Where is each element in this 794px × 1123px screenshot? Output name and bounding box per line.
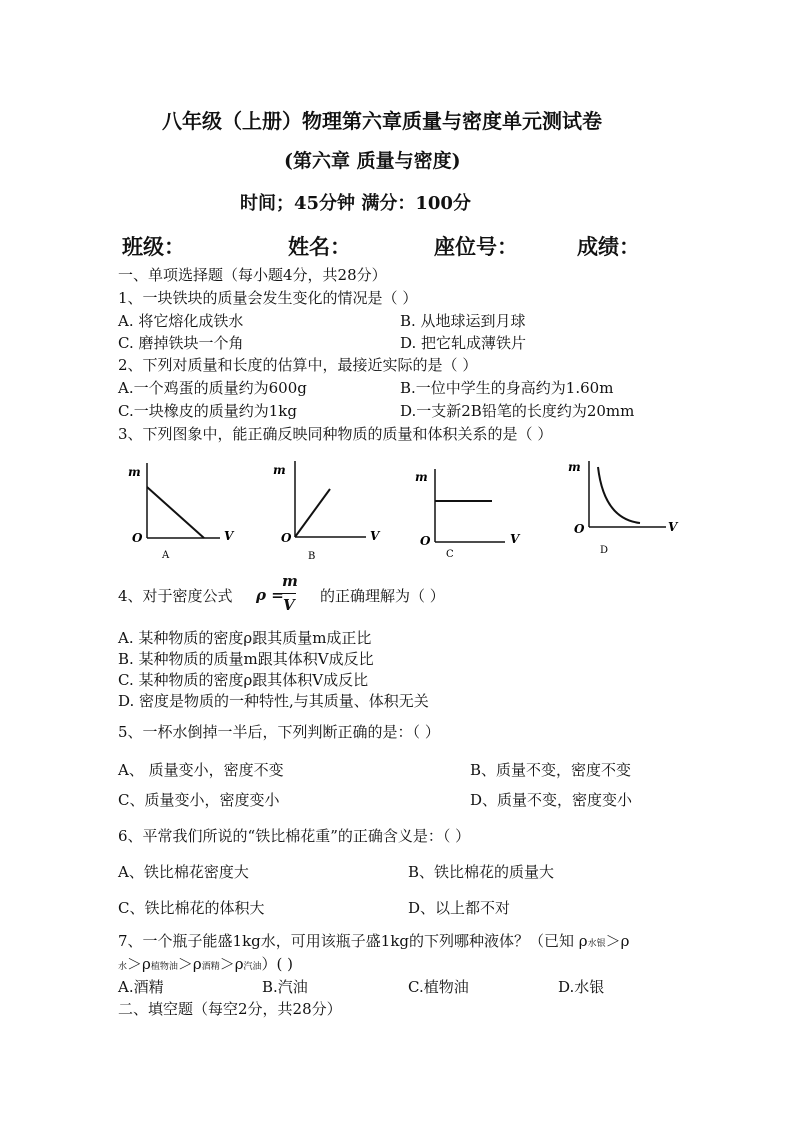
- class-field: 班级：: [122, 234, 185, 259]
- q1-option-c: C. 磨掉铁块一个角: [118, 334, 244, 352]
- q5-option-a: A、 质量变小，密度不变: [118, 761, 284, 779]
- graph-b: [273, 461, 381, 562]
- graph-b-m: m: [273, 463, 286, 477]
- graph-b-o: O: [281, 531, 292, 545]
- graph-d-m: m: [568, 460, 581, 474]
- q2-stem: 2、下列对质量和长度的估算中，最接近实际的是（ ）: [118, 356, 478, 374]
- q7-option-c: C.植物油: [408, 978, 469, 996]
- exam-title: 八年级（上册）物理第六章质量与密度单元测试卷: [162, 109, 602, 133]
- q6-option-b: B、铁比棉花的质量大: [408, 863, 555, 881]
- q6-stem: 6、平常我们所说的“铁比棉花重”的正确含义是：（ ）: [118, 827, 471, 845]
- q5-option-b: B、质量不变，密度不变: [470, 761, 632, 779]
- graph-a-m: m: [128, 465, 141, 479]
- q7-sub-alcohol: 酒精: [201, 962, 220, 972]
- q6-option-d: D、以上都不对: [408, 899, 511, 917]
- q2-option-a: A.一个鸡蛋的质量约为600g: [118, 379, 307, 397]
- q4-formula-lhs: ρ =: [256, 586, 284, 604]
- exam-subtitle: (第六章 质量与密度): [284, 150, 461, 172]
- graph-b-label: B: [308, 551, 316, 562]
- graph-b-v: V: [370, 529, 380, 543]
- q7-option-a: A.酒精: [118, 978, 164, 996]
- q4-option-c: C. 某种物质的密度ρ跟其体积V成反比: [118, 671, 369, 689]
- q4-formula-bar: [280, 593, 296, 594]
- q7-sub-water: 水: [118, 962, 128, 972]
- graph-d-v: V: [668, 520, 678, 534]
- q7-sub-mercury: 水银: [587, 939, 606, 949]
- q4-option-d: D. 密度是物质的一种特性,与其质量、体积无关: [118, 692, 429, 710]
- q7-line2: [118, 953, 293, 974]
- exam-time-info: 时间；45分钟 满分：100分: [240, 193, 471, 214]
- graph-d: [568, 460, 679, 556]
- seat-field: 座位号：: [434, 234, 518, 259]
- graph-a-o: O: [132, 531, 143, 545]
- graph-c-label: C: [446, 549, 454, 560]
- graph-c-v: V: [510, 532, 520, 546]
- q5-option-c: C、质量变小，密度变小: [118, 791, 280, 809]
- graph-d-o: O: [574, 522, 585, 536]
- graph-a: [128, 463, 235, 561]
- q5-option-d: D、质量不变，密度变小: [470, 791, 633, 809]
- q1-stem: 1、一块铁块的质量会发生变化的情况是（ ）: [118, 289, 418, 307]
- q7-gt2: ＞ρ: [177, 955, 202, 973]
- q7-sub-gasoline: 汽油: [243, 962, 262, 972]
- q7-option-d: D.水银: [558, 978, 605, 996]
- q3-stem: 3、下列图象中，能正确反映同种物质的质量和体积关系的是（ ）: [118, 425, 553, 443]
- q7-line2-tail: ）( ): [261, 955, 294, 973]
- q2-option-c: C.一块橡皮的质量约为1kg: [118, 402, 297, 420]
- q7-line1: [118, 930, 629, 951]
- graph-a-v: V: [224, 529, 234, 543]
- q7-option-b: B.汽油: [262, 978, 308, 996]
- q1-option-d: D. 把它轧成薄铁片: [400, 334, 527, 352]
- q7-line1-tail: ＞ρ: [605, 932, 630, 950]
- q2-option-b: B.一位中学生的身高约为1.60m: [400, 379, 614, 397]
- q6-option-c: C、铁比棉花的体积大: [118, 899, 265, 917]
- q1-option-b: B. 从地球运到月球: [400, 312, 526, 330]
- q3-graphs: [110, 445, 690, 570]
- section2-heading: 二、填空题（每空2分，共28分）: [118, 1000, 342, 1018]
- q2-option-d: D.一支新2B铅笔的长度约为20mm: [400, 402, 635, 420]
- q4-stem-before: 4、对于密度公式: [118, 587, 233, 605]
- q4-option-b: B. 某种物质的质量m跟其体积V成反比: [118, 650, 374, 668]
- section1-heading: 一、单项选择题（每小题4分，共28分）: [118, 266, 387, 284]
- name-field: 姓名：: [288, 234, 351, 259]
- q4-formula-den: V: [283, 596, 295, 614]
- q7-gt3: ＞ρ: [219, 955, 244, 973]
- score-field: 成绩：: [577, 234, 640, 259]
- q6-option-a: A、铁比棉花密度大: [118, 863, 249, 881]
- graph-a-label: A: [162, 550, 170, 561]
- graph-c-o: O: [420, 534, 431, 548]
- q4-option-a: A. 某种物质的密度ρ跟其质量m成正比: [118, 629, 372, 647]
- q4-formula-num: m: [282, 572, 298, 590]
- q7-gt1: ＞ρ: [127, 955, 151, 973]
- q7-line1-text: 7、一个瓶子能盛1kg水，可用该瓶子盛1kg的下列哪种液体？（已知 ρ: [118, 932, 588, 950]
- q4-stem-after: 的正确理解为（ ）: [320, 587, 445, 605]
- graph-d-label: D: [600, 545, 609, 556]
- q7-sub-oil: 植物油: [150, 962, 178, 972]
- q5-stem: 5、一杯水倒掉一半后，下列判断正确的是：（ ）: [118, 723, 440, 741]
- graph-c: [415, 469, 521, 560]
- graph-c-m: m: [415, 470, 428, 484]
- q1-option-a: A. 将它熔化成铁水: [118, 312, 244, 330]
